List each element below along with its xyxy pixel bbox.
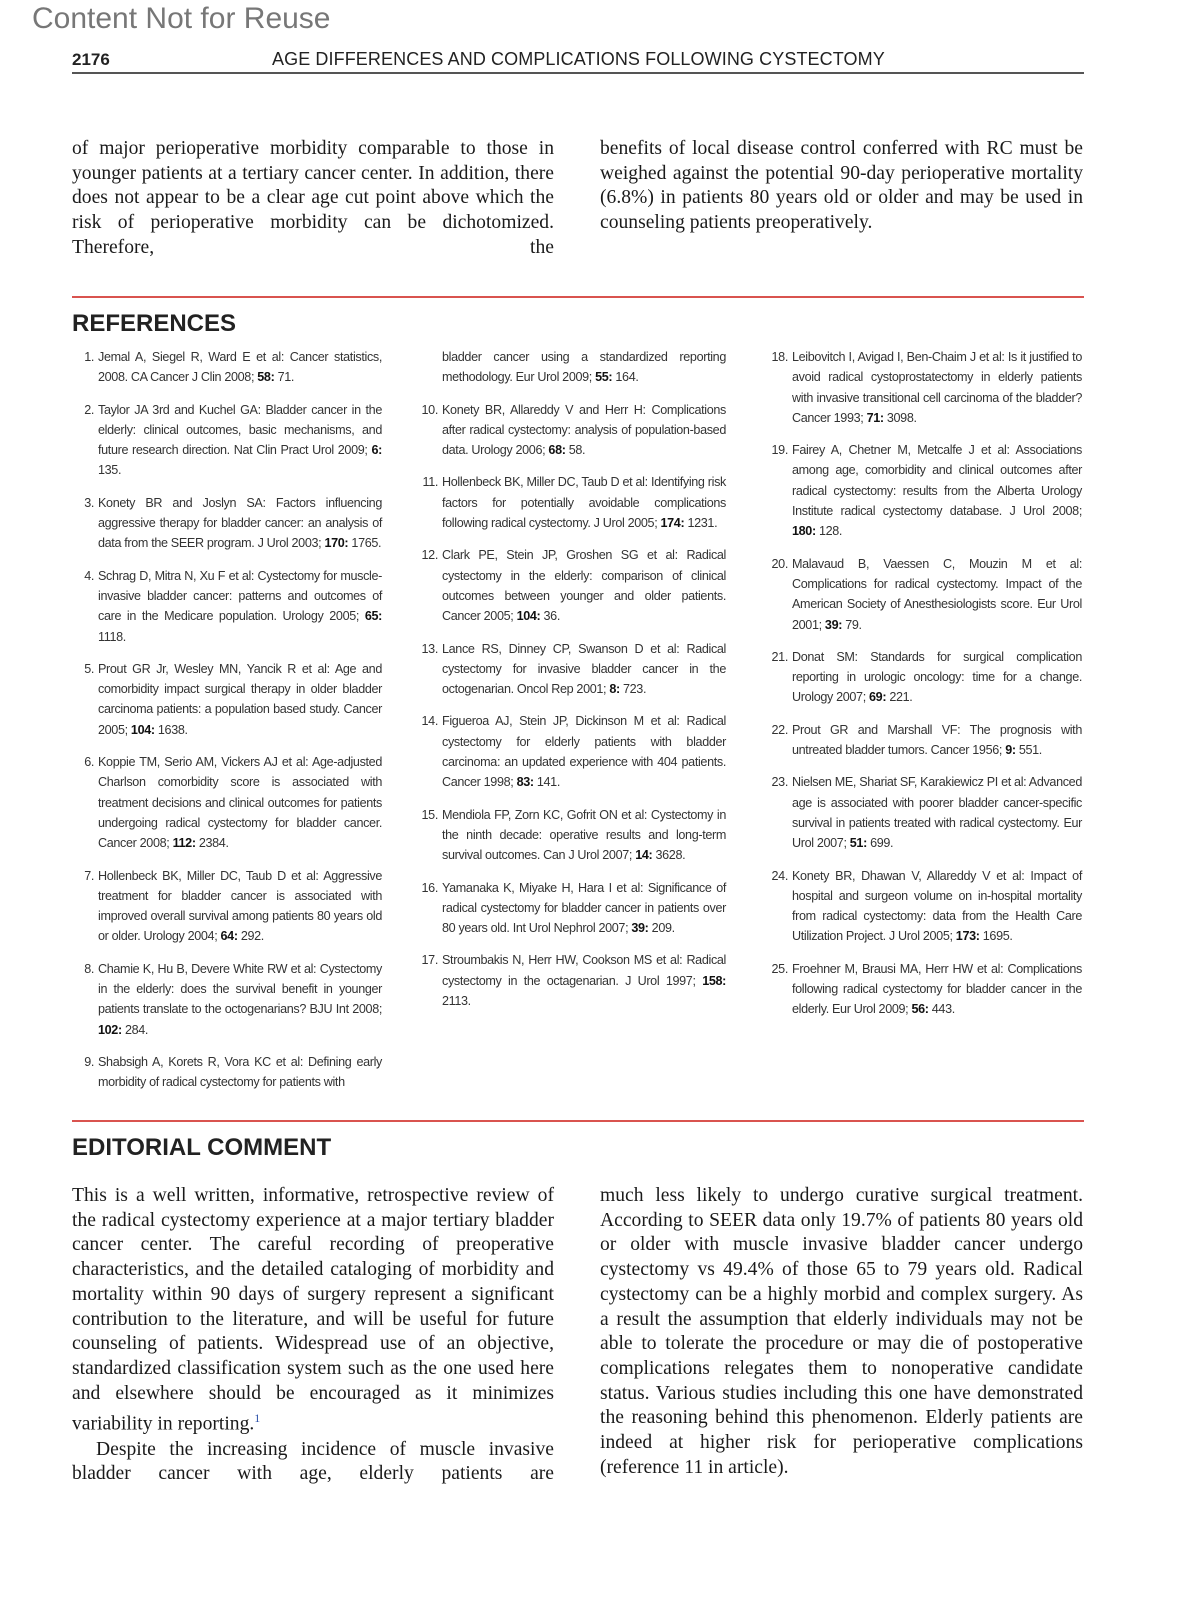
reference-text	[442, 711, 726, 792]
reference-text	[792, 959, 1082, 1020]
reference-citation: Prout GR Jr, Wesley MN, Yancik R et al: Age and comorbidity impact surgical therapy in older bladder carcinoma patients: a population based study. Cancer 2005;	[98, 661, 382, 737]
reference-pages: 1765.	[348, 536, 382, 551]
paragraph	[72, 1184, 554, 1438]
reference-pages: 58.	[565, 443, 586, 458]
reference-citation: Chamie K, Hu B, Devere White RW et al: Cystectomy in the elderly: does the survival benefit in younger patients translate to the octogenarians? BJU Int 2008;	[98, 961, 382, 1017]
section-divider	[72, 1120, 1084, 1122]
reference-item	[72, 659, 382, 740]
reference-text	[442, 472, 726, 533]
reference-text	[792, 554, 1082, 635]
reference-number: 3.	[84, 495, 94, 510]
reference-item	[766, 772, 1082, 853]
reference-volume: 158:	[702, 973, 726, 988]
reference-item	[72, 752, 382, 853]
reference-number: 11.	[422, 475, 438, 490]
reference-citation: Koppie TM, Serio AM, Vickers AJ et al: Age-adjusted Charlson comorbidity score is associated with treatment decisions and clinical outcomes for patients undergoing radical cystectomy for bladder cancer. Cancer 2008;	[98, 755, 382, 851]
reference-pages: 699.	[866, 836, 894, 851]
reference-volume: 104:	[516, 609, 541, 624]
reference-volume: 55:	[595, 370, 613, 385]
reference-citation: Stroumbakis N, Herr HW, Cookson MS et al: Radical cystectomy in the octagenarian. J Urol 1997;	[442, 953, 726, 988]
reference-number: 22.	[771, 722, 788, 737]
reference-volume: 71:	[866, 410, 884, 425]
reference-pages: 1638.	[154, 722, 188, 737]
reference-number: 6.	[84, 755, 94, 770]
reference-item	[416, 400, 726, 461]
reference-number: 20.	[771, 556, 788, 571]
reference-pages: 443.	[928, 1002, 955, 1017]
reference-item	[72, 493, 382, 554]
reference-text	[98, 493, 382, 554]
reference-citation: Konety BR and Joslyn SA: Factors influencing aggressive therapy for bladder cancer: an analysis of data from the SEER program. J Urol 2003;	[98, 495, 382, 551]
references-heading: REFERENCES	[72, 310, 237, 337]
reference-text	[792, 720, 1082, 761]
reference-number: 10.	[421, 402, 438, 417]
reference-citation: bladder cancer using a standardized reporting methodology. Eur Urol 2009;	[442, 350, 726, 385]
editorial-left-column	[72, 1184, 554, 1487]
reference-item	[416, 639, 726, 700]
reference-number: 14.	[421, 714, 438, 729]
reference-text	[98, 400, 382, 481]
reference-volume: 56:	[911, 1002, 929, 1017]
reference-text	[98, 752, 382, 853]
section-divider	[72, 296, 1084, 298]
reference-volume: 65:	[364, 609, 382, 624]
reference-number: 12.	[421, 548, 438, 563]
running-title: AGE DIFFERENCES AND COMPLICATIONS FOLLOWING CYSTECTOMY	[272, 49, 885, 69]
reference-volume: 112:	[172, 836, 196, 851]
reference-number: 8.	[84, 961, 94, 976]
reference-number: 9.	[84, 1054, 94, 1069]
reference-pages: 221.	[886, 690, 913, 705]
reference-citation: Lance RS, Dinney CP, Swanson D et al: Radical cystectomy for invasive bladder cancer in the octogenarian. Oncol Rep 2001;	[442, 641, 726, 697]
editorial-heading: EDITORIAL COMMENT	[72, 1134, 332, 1161]
reference-item	[72, 959, 382, 1040]
reference-text	[98, 566, 382, 647]
reference-text	[792, 647, 1082, 708]
paragraph: of major perioperative morbidity comparable to those in younger patients at a tertiary cancer center. In addition, there does not appear to be a clear age cut point above which the risk of perioperative morbidity can be dichotomized. Therefore, the	[72, 138, 554, 258]
reference-item	[766, 440, 1082, 541]
reference-text	[98, 1052, 382, 1093]
reference-item	[766, 647, 1082, 708]
reference-text	[442, 639, 726, 700]
reference-citation: Konety BR, Allareddy V and Herr H: Complications after radical cystectomy: analysis of population-based data. Urology 2006;	[442, 402, 726, 458]
reference-volume: 69:	[869, 690, 887, 705]
reference-volume: 173:	[955, 929, 980, 944]
reference-volume: 68:	[548, 443, 566, 458]
reference-item	[416, 545, 726, 626]
reference-pages: 128.	[815, 524, 843, 539]
reference-pages: 79.	[842, 617, 862, 632]
reference-item	[72, 400, 382, 481]
reference-text	[442, 347, 726, 388]
reference-citation: Konety BR, Dhawan V, Allareddy V et al: Impact of hospital and surgeon volume on in-hospital mortality from radical cystectomy: data from the Health Care Utilization Project. J Urol 2005;	[792, 868, 1082, 944]
reference-number: 4.	[84, 568, 94, 583]
reference-number: 18.	[771, 350, 788, 364]
references-column-3	[766, 347, 1082, 1032]
reference-text	[98, 659, 382, 740]
reference-pages: 36.	[540, 609, 560, 624]
reference-citation: Schrag D, Mitra N, Xu F et al: Cystectomy for muscle-invasive bladder cancer: patterns and outcomes of care in the Medicare population. Urology 2005;	[98, 568, 382, 624]
reference-pages: 2384.	[195, 836, 229, 851]
reference-text	[792, 440, 1082, 541]
paragraph: benefits of local disease control conferred with RC must be weighed against the potential 90-day perioperative mortality (6.8%) in patients 80 years old or older and may be used in counseling patients preoperatively.	[600, 138, 1083, 234]
reference-citation: Malavaud B, Vaessen C, Mouzin M et al: Complications for radical cystectomy. Impact of the American Society of Anesthesiologists score. Eur Urol 2001;	[792, 556, 1082, 632]
reference-citation: Fairey A, Chetner M, Metcalfe J et al: Associations among age, comorbidity and clinical outcomes after radical cystectomy: results from the Alberta Urology Institute radical cystectomy database. J Urol 2008;	[792, 443, 1082, 519]
watermark: Content Not for Reuse	[32, 2, 331, 35]
reference-number: 24.	[771, 868, 788, 883]
reference-number: 19.	[771, 443, 788, 458]
reference-number: 1.	[84, 350, 94, 364]
reference-number: 2.	[84, 402, 94, 417]
reference-pages: 292.	[237, 929, 264, 944]
reference-item	[766, 347, 1082, 428]
reference-pages: 3628.	[652, 848, 686, 863]
reference-number: 13.	[421, 641, 438, 656]
reference-text	[98, 347, 382, 388]
reference-item	[72, 566, 382, 647]
reference-citation: Yamanaka K, Miyake H, Hara I et al: Significance of radical cystectomy for bladder cancer in patients over 80 years old. Int Urol Nephrol 2007;	[442, 880, 726, 936]
header-rule	[72, 72, 1084, 74]
reference-text	[442, 805, 726, 866]
reference-item	[416, 878, 726, 939]
reference-volume: 58:	[257, 370, 275, 385]
reference-number	[416, 347, 442, 388]
reference-citation: Hollenbeck BK, Miller DC, Taub D et al: Identifying risk factors for potentially avoidable complications following radical cystectomy. J Urol 2005;	[442, 475, 726, 531]
reference-text	[442, 545, 726, 626]
reference-pages: 284.	[121, 1022, 149, 1037]
reference-text	[442, 950, 726, 1011]
reference-citation: Hollenbeck BK, Miller DC, Taub D et al: Aggressive treatment for bladder cancer is associated with improved overall survival among patients 80 years old or older. Urology 2004;	[98, 868, 382, 944]
reference-item	[766, 554, 1082, 635]
reference-number: 5.	[84, 661, 94, 676]
reference-citation: Mendiola FP, Zorn KC, Gofrit ON et al: Cystectomy in the ninth decade: operative results and long-term survival outcomes. Can J Urol 2007;	[442, 807, 726, 863]
reference-item	[416, 805, 726, 866]
reference-volume: 8:	[609, 682, 620, 697]
reference-volume: 174:	[660, 516, 685, 531]
intro-right-column	[600, 137, 1083, 236]
reference-number: 7.	[84, 868, 94, 883]
reference-number: 23.	[771, 775, 788, 790]
reference-volume: 6:	[371, 443, 382, 458]
reference-volume: 104:	[130, 722, 155, 737]
reference-item	[766, 720, 1082, 761]
reference-text	[792, 866, 1082, 947]
reference-pages: 723.	[619, 682, 647, 697]
reference-text	[442, 878, 726, 939]
reference-volume: 64:	[220, 929, 238, 944]
page-number: 2176	[72, 50, 110, 69]
reference-volume: 102:	[98, 1022, 122, 1037]
reference-volume: 39:	[824, 617, 843, 632]
reference-number: 15.	[421, 807, 438, 822]
reference-item	[416, 347, 726, 388]
reference-pages: 1695.	[979, 929, 1013, 944]
citation-link[interactable]: 1	[254, 1411, 261, 1426]
reference-citation: Figueroa AJ, Stein JP, Dickinson M et al: Radical cystectomy for elderly patients with bladder carcinoma: an updated experience with 404 patients. Cancer 1998;	[442, 714, 726, 790]
references-column-1	[72, 347, 382, 1105]
reference-item	[72, 866, 382, 947]
reference-item	[766, 959, 1082, 1020]
reference-item	[416, 950, 726, 1011]
reference-item	[416, 472, 726, 533]
reference-pages: 1118.	[98, 629, 126, 644]
reference-text	[442, 400, 726, 461]
reference-volume: 39:	[631, 921, 649, 936]
references-column-2	[416, 347, 726, 1023]
reference-citation: Nielsen ME, Shariat SF, Karakiewicz PI et al: Advanced age is associated with poorer bladder cancer-specific survival in patients treated with radical cystectomy. Eur Urol 2007;	[792, 775, 1082, 851]
reference-text	[792, 347, 1082, 428]
editorial-right-column	[600, 1184, 1083, 1480]
reference-volume: 51:	[849, 836, 867, 851]
reference-pages: 135.	[98, 463, 122, 478]
reference-number: 21.	[771, 649, 788, 664]
reference-volume: 83:	[516, 775, 534, 790]
reference-item	[72, 1052, 382, 1093]
paragraph-text: This is a well written, informative, retrospective review of the radical cystectomy experience at a major tertiary bladder cancer center. The careful recording of preoperative characteristics, and the detailed cataloging of morbidity and mortality within 90 days of surgery represent a significant contribution to the literature, and will be useful for future counseling of patients. Widespread use of an objective, standardized classification system such as the one used here and elsewhere should be encouraged as it minimizes variability in reporting.	[72, 1185, 554, 1435]
reference-volume: 180:	[792, 524, 816, 539]
paragraph: much less likely to undergo curative surgical treatment. According to SEER data only 19.7% of patients 80 years old or older with muscle invasive bladder cancer undergo cystectomy vs 49.4% of those 65 to 79 years old. Radical cystectomy can be a highly morbid and complex surgery. As a result the assumption that elderly individuals may not be able to tolerate the procedure or may die of postoperative complications relegates them to nonoperative candidate status. Various studies including this one have demonstrated the reasoning behind this phenomenon. Elderly patients are indeed at higher risk for perioperative complications (reference 11 in article).	[600, 1185, 1083, 1478]
reference-citation: Taylor JA 3rd and Kuchel GA: Bladder cancer in the elderly: clinical outcomes, basic mechanisms, and future research direction. Nat Clin Pract Urol 2009;	[98, 402, 382, 458]
reference-text	[792, 772, 1082, 853]
reference-citation: Donat SM: Standards for surgical complication reporting in urologic oncology: time for a change. Urology 2007;	[792, 649, 1082, 705]
reference-pages: 2113.	[442, 994, 471, 1009]
reference-citation: Shabsigh A, Korets R, Vora KC et al: Defining early morbidity of radical cystectomy for patients with	[98, 1054, 382, 1090]
reference-pages: 3098.	[883, 410, 917, 425]
reference-text	[98, 959, 382, 1040]
reference-pages: 1231.	[684, 516, 718, 531]
paragraph: Despite the increasing incidence of muscle invasive bladder cancer with age, elderly patients are	[72, 1438, 554, 1485]
reference-volume: 170:	[324, 536, 349, 551]
reference-item	[766, 866, 1082, 947]
reference-citation: Leibovitch I, Avigad I, Ben-Chaim J et al: Is it justified to avoid radical cystoprostatectomy in elderly patients with invasive transitional cell carcinoma of the bladder? Cancer 1993;	[792, 350, 1082, 425]
reference-pages: 141.	[533, 775, 560, 790]
reference-text	[98, 866, 382, 947]
reference-citation: Prout GR and Marshall VF: The prognosis with untreated bladder tumors. Cancer 1956;	[792, 722, 1082, 758]
reference-volume: 9:	[1005, 743, 1016, 758]
reference-number: 17.	[421, 953, 438, 968]
reference-number: 25.	[771, 961, 788, 976]
reference-pages: 164.	[612, 370, 639, 385]
reference-citation: Jemal A, Siegel R, Ward E et al: Cancer statistics, 2008. CA Cancer J Clin 2008;	[98, 350, 382, 385]
reference-item	[72, 347, 382, 388]
reference-pages: 551.	[1015, 743, 1042, 758]
reference-citation: Froehner M, Brausi MA, Herr HW et al: Complications following radical cystectomy for bladder cancer in the elderly. Eur Urol 2009;	[792, 961, 1082, 1017]
reference-item	[416, 711, 726, 792]
reference-volume: 14:	[635, 848, 653, 863]
reference-pages: 71.	[274, 370, 295, 385]
intro-left-column	[72, 137, 554, 261]
reference-pages: 209.	[648, 921, 675, 936]
reference-citation: Clark PE, Stein JP, Groshen SG et al: Radical cystectomy in the elderly: comparison of clinical outcomes between younger and older patients. Cancer 2005;	[442, 548, 726, 624]
reference-number: 16.	[421, 880, 438, 895]
